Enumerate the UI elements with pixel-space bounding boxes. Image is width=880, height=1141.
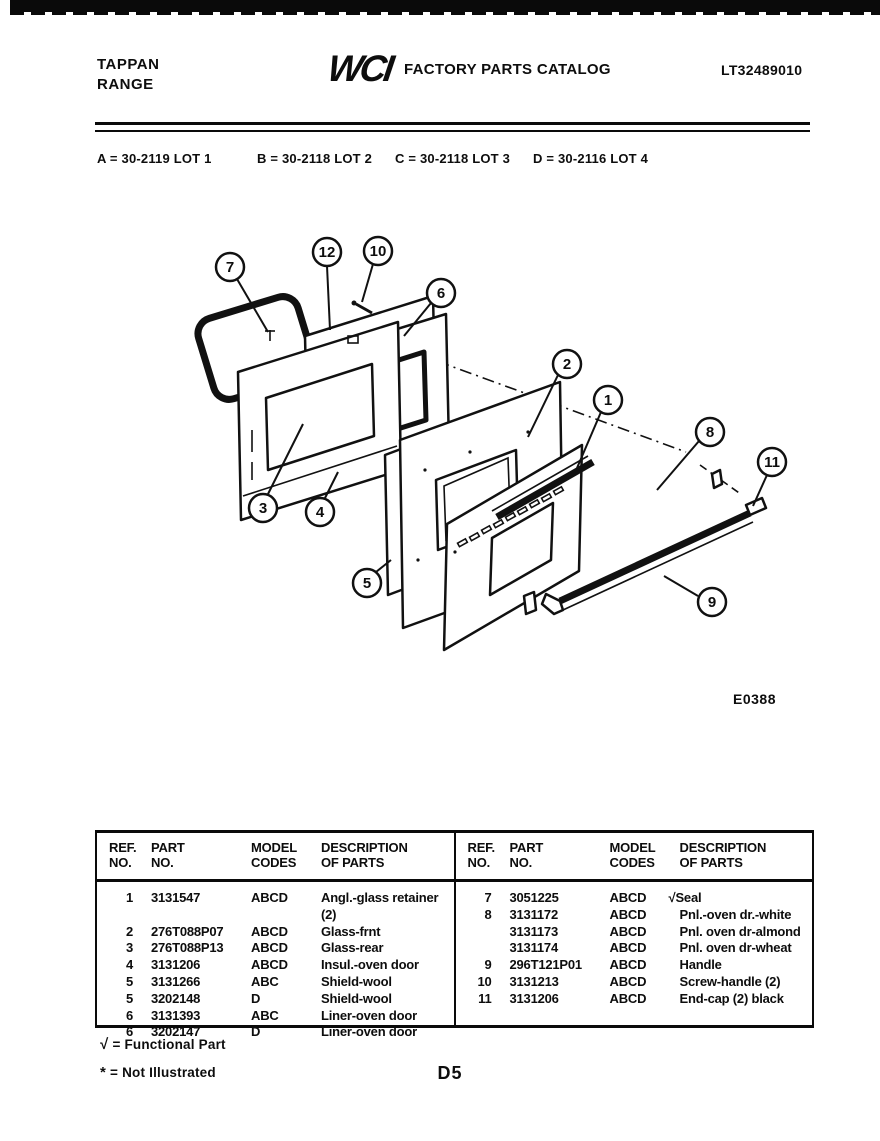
table-row [468,957,811,974]
table-cell: 11 [478,990,492,1006]
table-cell: Pnl. oven dr-almond [679,923,801,939]
screw-part [352,301,373,314]
table-cell: ABCD [609,973,647,989]
svg-text:9: 9 [707,594,717,611]
table-cell: ABCD [251,957,288,973]
table-cell: 5 [125,990,133,1006]
document-number: LT32489010 [721,62,803,78]
callout-1 [577,386,622,468]
table-row [109,974,452,991]
col-desc: DESCRIPTION OF PARTS [679,840,767,870]
table-cell: Liner-oven door [321,1024,417,1040]
table-cell: ABC [251,1007,279,1023]
table-cell: 6 [125,1024,133,1040]
table-cell: Pnl. oven dr-wheat [679,940,792,956]
table-cell: ABCD [609,923,647,939]
table-row [468,907,811,924]
table-row [109,991,452,1008]
figure-code: E0388 [733,691,776,707]
table-cell: Shield-wool [321,990,392,1006]
asterisk-symbol: * [100,1064,107,1081]
col-ref: REF. NO. [467,840,495,870]
table-cell: 4 [125,957,133,973]
mounting-clip-part [712,470,722,488]
table-header [97,833,454,882]
table-cell: D [251,1024,261,1040]
table-cell: ABCD [609,906,647,922]
col-part: PART NO. [151,840,185,870]
callout-12 [313,238,341,330]
table-cell: ABCD [609,957,647,973]
table-cell: 5 [125,973,133,989]
table-cell: Screw-handle (2) [679,973,781,989]
svg-text:4: 4 [315,504,325,521]
table-cell: D [251,990,261,1006]
svg-text:1: 1 [603,392,613,409]
table-cell: Angl.-glass retainer (2) [321,890,439,922]
table-cell: 3202147 [151,1024,201,1040]
svg-text:3: 3 [258,500,268,517]
brand-line-1: TAPPAN [97,56,160,73]
table-cell: 3131213 [509,973,559,989]
wci-logo: WCI [325,48,394,89]
page-number: D5 [437,1063,463,1083]
table-cell: 276T088P07 [151,923,224,939]
callout-7 [216,253,268,332]
svg-text:12: 12 [318,244,336,261]
callout-11 [753,448,786,506]
table-cell: Insul.-oven door [321,957,419,973]
callout-5 [353,560,391,597]
table-cell: 7 [484,890,492,905]
table-cell: 3131206 [151,957,201,973]
table-row [468,940,811,957]
table-cell: ABCD [251,923,288,939]
table-cell: Liner-oven door [321,1007,417,1023]
brand-line-2: RANGE [97,76,154,93]
table-body [97,882,454,1041]
table-cell: 8 [484,906,492,922]
parts-table [95,830,814,1040]
table-cell: ABC [251,973,279,989]
table-cell: 3131173 [509,923,558,939]
table-cell: ABCD [251,890,288,905]
table-cell: 9 [484,957,492,973]
table-cell: 3 [125,940,133,956]
table-cell: 3131172 [509,906,558,922]
table-header [456,833,813,882]
table-body [456,882,813,1008]
footnote-not-illustrated: * = Not Illustrated [100,1064,216,1081]
table-cell: 10 [477,973,492,989]
table-row [109,1008,452,1025]
svg-text:6: 6 [436,285,446,302]
table-cell [468,924,502,941]
svg-text:7: 7 [225,259,235,276]
callout-10 [362,237,392,302]
table-row [109,924,452,941]
svg-text:5: 5 [362,575,372,592]
table-cell: 3131174 [509,940,558,956]
table-cell: 6 [125,1007,133,1023]
check-symbol: √ [100,1036,109,1053]
table-cell: ABCD [609,990,647,1006]
col-ref: REF. NO. [109,840,137,870]
table-row [109,940,452,957]
table-cell: 3202148 [151,990,201,1006]
table-row [468,991,811,1008]
table-cell: Glass-rear [321,940,384,956]
parts-table-right [456,833,813,1025]
functional-check: √ [668,890,676,905]
table-cell: 3051225 [509,890,559,905]
table-cell: 3131547 [151,890,201,905]
svg-text:11: 11 [764,454,780,471]
table-row [109,957,452,974]
col-part: PART NO. [509,840,544,870]
table-row [468,924,811,941]
table-cell: Pnl.-oven dr.-white [679,906,792,922]
table-cell: 276T088P13 [151,940,224,956]
col-codes: MODEL CODES [609,840,656,870]
table-row [109,890,452,924]
table-cell: End-cap (2) black [679,990,784,1006]
catalog-title: FACTORY PARTS CATALOG [404,61,611,78]
table-cell: 3131266 [151,973,201,989]
table-cell: 296T121P01 [509,957,582,973]
model-legend-c: C = 30-2118 LOT 3 [395,151,511,166]
model-legend-d: D = 30-2116 LOT 4 [533,151,649,166]
table-cell: Shield-wool [321,973,392,989]
table-cell: 1 [125,890,133,905]
table-cell: √Seal [668,890,702,905]
table-cell: ABCD [609,940,647,956]
table-cell: Handle [679,957,722,973]
table-cell: 2 [125,923,133,939]
table-cell: 3131206 [509,990,559,1006]
footnote-functional-part: √ = Functional Part [100,1036,226,1053]
table-cell [468,940,502,957]
callout-9 [664,576,726,616]
table-cell: ABCD [251,940,288,956]
model-legend-a: A = 30-2119 LOT 1 [97,151,212,166]
table-cell: 3131393 [151,1007,201,1023]
model-legend-b: B = 30-2118 LOT 2 [257,151,373,166]
col-desc: DESCRIPTION OF PARTS [321,840,408,870]
table-row [468,890,811,907]
table-cell: ABCD [609,890,647,905]
svg-text:2: 2 [562,356,572,373]
table-cell: Glass-frnt [321,923,381,939]
inner-door-frame-part [238,322,401,520]
col-codes: MODEL CODES [251,840,297,870]
parts-table-left [97,833,454,1040]
svg-text:10: 10 [369,243,387,260]
table-row [468,974,811,991]
svg-text:8: 8 [705,424,715,441]
